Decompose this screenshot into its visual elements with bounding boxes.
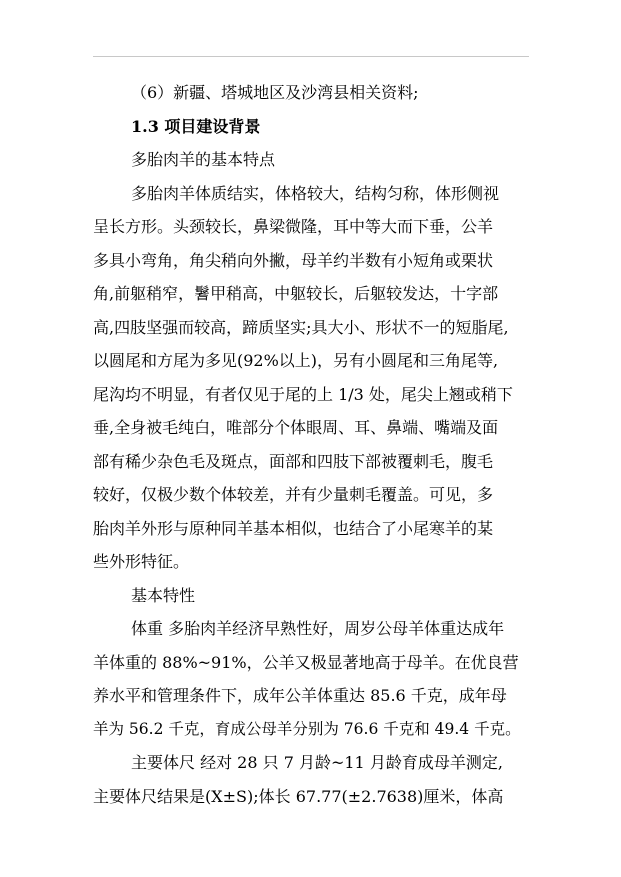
paragraph-line: 尾沟均不明显，有者仅见于尾的上 1/3 处，尾尖上翘或稍下 bbox=[93, 384, 513, 404]
paragraph-line: 多具小弯角，角尖稍向外撇，母羊约半数有小短角或栗状 bbox=[93, 250, 494, 270]
paragraph-line: 主要体尺 经对 28 只 7 月龄~11 月龄育成母羊测定, bbox=[131, 753, 503, 772]
paragraph-line: 胎肉羊外形与原种同羊基本相似，也结合了小尾寒羊的某 bbox=[93, 518, 494, 538]
paragraph-body-measurements bbox=[93, 746, 529, 813]
paragraph-line: 主要体尺结果是(X±S);体长 67.77(±2.7638)厘米，体高 bbox=[93, 786, 504, 806]
paragraph-line: 以圆尾和方尾为多见(92%以上)，另有小圆尾和三角尾等, bbox=[93, 351, 499, 370]
paragraph-line: 呈长方形。头颈较长，鼻梁微隆，耳中等大而下垂，公羊 bbox=[93, 217, 494, 236]
paragraph-line: 羊为 56.2 千克，育成公母羊分别为 76.6 千克和 49.4 千克。 bbox=[93, 719, 521, 738]
subheading-basic-features: 多胎肉羊的基本特点 bbox=[131, 150, 276, 169]
paragraph-line: 高,四肢坚强而较高，蹄质坚实;具大小、形状不一的短脂尾, bbox=[93, 317, 509, 337]
list-item-references: （6）新疆、塔城地区及沙湾县相关资料; bbox=[131, 83, 419, 102]
paragraph-line: 部有稀少杂色毛及斑点，面部和四肢下部被覆刺毛，腹毛 bbox=[93, 451, 494, 471]
paragraph-appearance bbox=[93, 177, 529, 579]
paragraph-line: 体重 多胎肉羊经济早熟性好，周岁公母羊体重达成年 bbox=[131, 619, 505, 638]
section-heading: 1.3 项目建设背景 bbox=[131, 116, 261, 136]
header-rule bbox=[93, 56, 529, 57]
paragraph-line: 角,前躯稍窄，鬐甲稍高，中躯较长，后躯较发达，十字部 bbox=[93, 284, 499, 303]
paragraph-line: 多胎肉羊体质结实，体格较大，结构匀称，体形侧视 bbox=[131, 183, 500, 203]
paragraph-line: 垂,全身被毛纯白，唯部分个体眼周、耳、鼻端、嘴端及面 bbox=[93, 418, 499, 437]
paragraph-body-weight bbox=[93, 612, 529, 746]
document-page bbox=[93, 76, 529, 813]
paragraph-line: 养水平和管理条件下，成年公羊体重达 85.6 千克，成年母 bbox=[93, 686, 507, 705]
paragraph-line: 较好，仅极少数个体较差，并有少量刺毛覆盖。可见，多 bbox=[93, 485, 494, 504]
paragraph-line: 羊体重的 88%~91%，公羊又极显著地高于母羊。在优良营 bbox=[93, 652, 519, 672]
paragraph-line: 些外形特征。 bbox=[93, 552, 190, 571]
subheading-basic-traits: 基本特性 bbox=[131, 585, 196, 605]
